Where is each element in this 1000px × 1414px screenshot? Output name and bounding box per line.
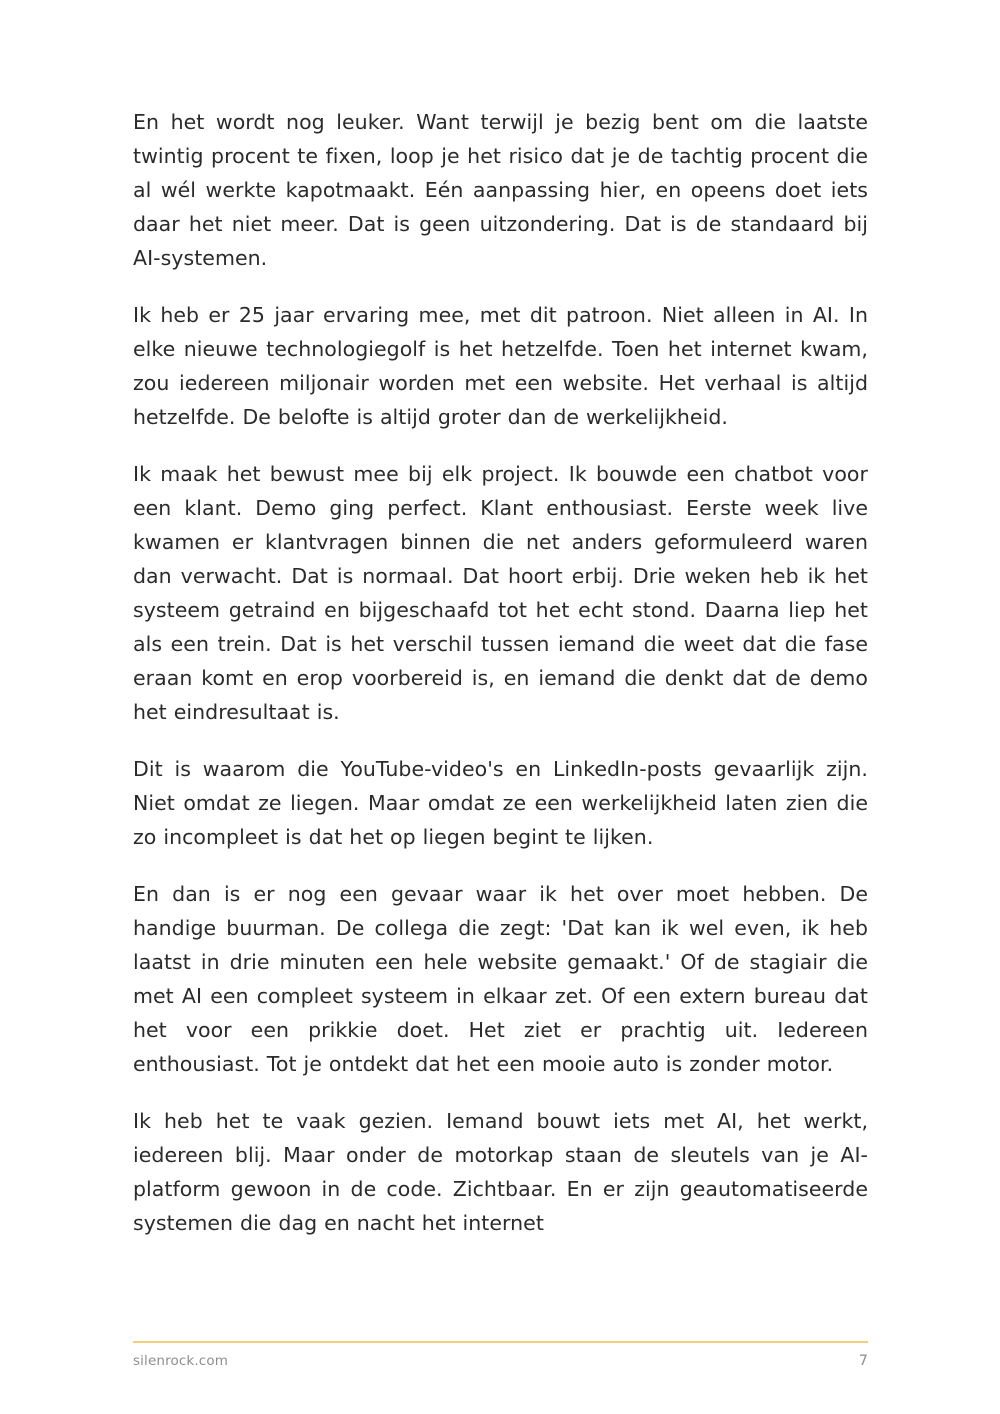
paragraph-6-truncated: Ik heb het te vaak gezien. Iemand bouwt iets met AI, het werkt, iedereen blij. Maar onder de motorkap staan de sleutels van je AI-platform gewoon in de code. Zichtbaar. En er zijn geautomatiseerde systemen die dag en nacht het internet — [133, 1109, 868, 1235]
footer-site-url: silenrock.com — [133, 1353, 229, 1369]
paragraph-4: Dit is waarom die YouTube-video's en LinkedIn-posts gevaarlijk zijn. Niet omdat ze liegen. Maar omdat ze een werkelijkheid laten zien die zo incompleet is dat het op liegen begint te lijken. — [133, 757, 868, 849]
paragraph-1: En het wordt nog leuker. Want terwijl je bezig bent om die laatste twintig procent te fixen, loop je het risico dat je de tachtig procent die al wél werkte kapotmaakt. Eén aanpassing hier, en opeens doet iets daar het niet meer. Dat is geen uitzondering. Dat is de standaard bij AI-systemen. — [133, 110, 868, 270]
page-footer — [133, 1341, 868, 1369]
footer-row — [133, 1353, 868, 1369]
paragraph-2: Ik heb er 25 jaar ervaring mee, met dit patroon. Niet alleen in AI. In elke nieuwe technologiegolf is het hetzelfde. Toen het internet kwam, zou iedereen miljonair worden met een website. Het verhaal is altijd hetzelfde. De belofte is altijd groter dan de werkelijkheid. — [133, 303, 868, 429]
footer-page-number: 7 — [858, 1353, 868, 1369]
body-text-column — [133, 105, 868, 1240]
paragraph-5: En dan is er nog een gevaar waar ik het over moet hebben. De handige buurman. De collega die zegt: 'Dat kan ik wel even, ik heb laatst in drie minuten een hele website gemaakt.' Of de stagiair die met AI een compleet systeem in elkaar zet. Of een extern bureau dat het voor een prikkie doet. Het ziet er prachtig uit. Iedereen enthousiast. Tot je ontdekt dat het een mooie auto is zonder motor. — [133, 882, 868, 1076]
paragraph-3: Ik maak het bewust mee bij elk project. Ik bouwde een chatbot voor een klant. Demo ging perfect. Klant enthousiast. Eerste week live kwamen er klantvragen binnen die net anders geformuleerd waren dan verwacht. Dat is normaal. Dat hoort erbij. Drie weken heb ik het systeem getraind en bijgeschaafd tot het echt stond. Daarna liep het als een trein. Dat is het verschil tussen iemand die weet dat die fase eraan komt en erop voorbereid is, en iemand die denkt dat de demo het eindresultaat is. — [133, 462, 868, 724]
footer-divider — [133, 1341, 868, 1343]
